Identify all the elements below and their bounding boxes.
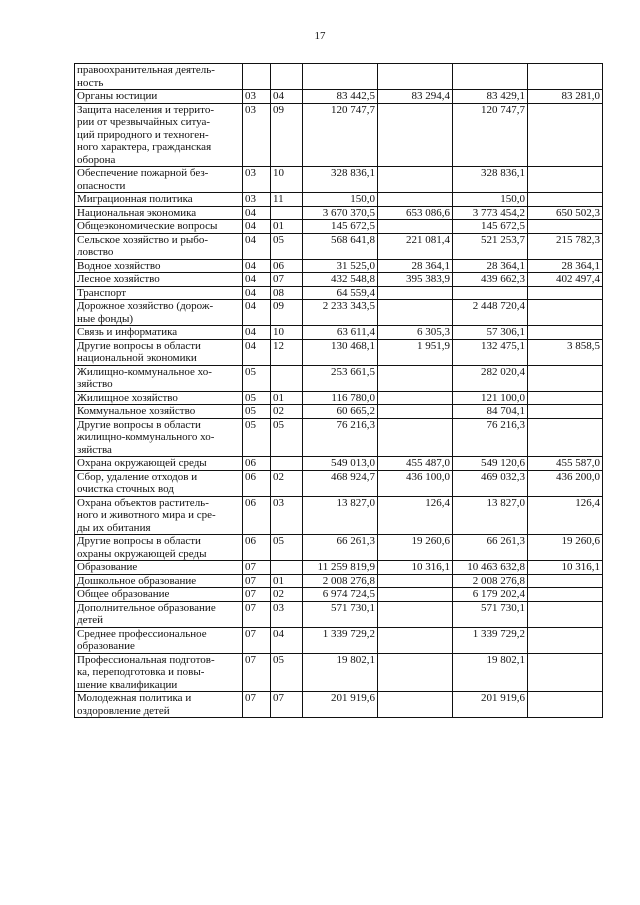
amount-4-cell — [528, 627, 603, 653]
amount-2-cell — [378, 574, 453, 588]
amount-3-cell: 132 475,1 — [453, 339, 528, 365]
amount-4-cell — [528, 103, 603, 167]
section-code-cell: 06 — [243, 496, 271, 535]
section-code-cell: 05 — [243, 391, 271, 405]
table-row — [75, 653, 603, 692]
amount-4-cell — [528, 220, 603, 234]
subsection-code-cell: 09 — [271, 300, 303, 326]
amount-3-cell: 282 020,4 — [453, 365, 528, 391]
amount-1-cell: 130 468,1 — [303, 339, 378, 365]
subsection-code-cell: 05 — [271, 233, 303, 259]
amount-3-cell: 6 179 202,4 — [453, 588, 528, 602]
table-row — [75, 233, 603, 259]
amount-3-cell: 328 836,1 — [453, 167, 528, 193]
item-name-cell: Обеспечение пожарной без- опасности — [75, 167, 243, 193]
amount-3-cell: 83 429,1 — [453, 90, 528, 104]
subsection-code-cell — [271, 206, 303, 220]
amount-4-cell — [528, 418, 603, 457]
amount-3-cell: 66 261,3 — [453, 535, 528, 561]
amount-2-cell — [378, 365, 453, 391]
page-number: 17 — [314, 30, 326, 42]
amount-1-cell — [303, 64, 378, 90]
item-name-cell: Образование — [75, 561, 243, 575]
section-code-cell: 07 — [243, 574, 271, 588]
amount-3-cell: 28 364,1 — [453, 259, 528, 273]
table-row — [75, 286, 603, 300]
amount-1-cell: 145 672,5 — [303, 220, 378, 234]
table-row — [75, 418, 603, 457]
section-code-cell: 03 — [243, 167, 271, 193]
item-name-cell: Коммунальное хозяйство — [75, 405, 243, 419]
amount-1-cell: 13 827,0 — [303, 496, 378, 535]
amount-3-cell: 2 448 720,4 — [453, 300, 528, 326]
amount-1-cell: 60 665,2 — [303, 405, 378, 419]
amount-2-cell: 28 364,1 — [378, 259, 453, 273]
amount-1-cell: 568 641,8 — [303, 233, 378, 259]
table-row — [75, 391, 603, 405]
table-row — [75, 365, 603, 391]
amount-3-cell: 2 008 276,8 — [453, 574, 528, 588]
item-name-cell: Общее образование — [75, 588, 243, 602]
amount-4-cell: 650 502,3 — [528, 206, 603, 220]
amount-3-cell: 3 773 454,2 — [453, 206, 528, 220]
table-row — [75, 220, 603, 234]
amount-1-cell: 2 008 276,8 — [303, 574, 378, 588]
amount-1-cell: 11 259 819,9 — [303, 561, 378, 575]
amount-2-cell: 19 260,6 — [378, 535, 453, 561]
amount-4-cell — [528, 692, 603, 718]
section-code-cell: 07 — [243, 561, 271, 575]
subsection-code-cell: 05 — [271, 653, 303, 692]
item-name-cell: Водное хозяйство — [75, 259, 243, 273]
amount-4-cell — [528, 193, 603, 207]
subsection-code-cell: 10 — [271, 167, 303, 193]
amount-2-cell: 126,4 — [378, 496, 453, 535]
item-name-cell: Связь и информатика — [75, 326, 243, 340]
amount-2-cell — [378, 405, 453, 419]
item-name-cell: Дорожное хозяйство (дорож- ные фонды) — [75, 300, 243, 326]
amount-3-cell: 439 662,3 — [453, 273, 528, 287]
subsection-code-cell: 01 — [271, 220, 303, 234]
subsection-code-cell — [271, 561, 303, 575]
amount-4-cell: 3 858,5 — [528, 339, 603, 365]
amount-3-cell: 13 827,0 — [453, 496, 528, 535]
amount-4-cell: 126,4 — [528, 496, 603, 535]
item-name-cell: Среднее профессиональное образование — [75, 627, 243, 653]
amount-1-cell: 31 525,0 — [303, 259, 378, 273]
amount-3-cell: 76 216,3 — [453, 418, 528, 457]
section-code-cell: 04 — [243, 259, 271, 273]
amount-3-cell: 201 919,6 — [453, 692, 528, 718]
table-row — [75, 103, 603, 167]
amount-3-cell: 145 672,5 — [453, 220, 528, 234]
section-code-cell: 04 — [243, 326, 271, 340]
amount-4-cell: 436 200,0 — [528, 470, 603, 496]
item-name-cell: Сбор, удаление отходов и очистка сточных вод — [75, 470, 243, 496]
subsection-code-cell: 09 — [271, 103, 303, 167]
amount-2-cell — [378, 653, 453, 692]
amount-1-cell: 66 261,3 — [303, 535, 378, 561]
amount-1-cell: 19 802,1 — [303, 653, 378, 692]
section-code-cell: 07 — [243, 627, 271, 653]
subsection-code-cell — [271, 457, 303, 471]
table-row — [75, 90, 603, 104]
amount-2-cell: 1 951,9 — [378, 339, 453, 365]
table-row — [75, 601, 603, 627]
subsection-code-cell: 02 — [271, 588, 303, 602]
item-name-cell: Общеэкономические вопросы — [75, 220, 243, 234]
amount-1-cell: 3 670 370,5 — [303, 206, 378, 220]
amount-2-cell: 10 316,1 — [378, 561, 453, 575]
table-row — [75, 259, 603, 273]
amount-4-cell — [528, 300, 603, 326]
amount-2-cell — [378, 167, 453, 193]
subsection-code-cell: 10 — [271, 326, 303, 340]
amount-1-cell: 549 013,0 — [303, 457, 378, 471]
subsection-code-cell: 02 — [271, 405, 303, 419]
table-row — [75, 561, 603, 575]
subsection-code-cell: 03 — [271, 496, 303, 535]
section-code-cell: 06 — [243, 457, 271, 471]
table-row — [75, 535, 603, 561]
table-row — [75, 193, 603, 207]
subsection-code-cell: 08 — [271, 286, 303, 300]
section-code-cell: 03 — [243, 90, 271, 104]
section-code-cell: 07 — [243, 601, 271, 627]
item-name-cell: Лесное хозяйство — [75, 273, 243, 287]
table-row — [75, 496, 603, 535]
amount-2-cell — [378, 588, 453, 602]
subsection-code-cell: 03 — [271, 601, 303, 627]
table-row — [75, 339, 603, 365]
amount-3-cell: 150,0 — [453, 193, 528, 207]
amount-4-cell — [528, 574, 603, 588]
table-row — [75, 64, 603, 90]
subsection-code-cell: 07 — [271, 273, 303, 287]
subsection-code-cell: 01 — [271, 574, 303, 588]
section-code-cell: 07 — [243, 588, 271, 602]
amount-1-cell: 201 919,6 — [303, 692, 378, 718]
subsection-code-cell: 04 — [271, 90, 303, 104]
item-name-cell: Транспорт — [75, 286, 243, 300]
section-code-cell: 04 — [243, 220, 271, 234]
amount-2-cell: 6 305,3 — [378, 326, 453, 340]
table-row — [75, 470, 603, 496]
amount-3-cell: 549 120,6 — [453, 457, 528, 471]
amount-2-cell — [378, 418, 453, 457]
amount-2-cell: 653 086,6 — [378, 206, 453, 220]
table-row — [75, 457, 603, 471]
amount-4-cell: 402 497,4 — [528, 273, 603, 287]
amount-2-cell — [378, 391, 453, 405]
section-code-cell: 04 — [243, 233, 271, 259]
subsection-code-cell: 07 — [271, 692, 303, 718]
amount-1-cell: 150,0 — [303, 193, 378, 207]
item-name-cell: Другие вопросы в области жилищно-коммунального хо- зяйства — [75, 418, 243, 457]
section-code-cell: 04 — [243, 300, 271, 326]
table-row — [75, 206, 603, 220]
section-code-cell: 04 — [243, 339, 271, 365]
amount-1-cell: 571 730,1 — [303, 601, 378, 627]
subsection-code-cell: 02 — [271, 470, 303, 496]
table-row — [75, 273, 603, 287]
subsection-code-cell: 06 — [271, 259, 303, 273]
amount-3-cell — [453, 286, 528, 300]
section-code-cell: 05 — [243, 405, 271, 419]
amount-2-cell — [378, 300, 453, 326]
section-code-cell: 06 — [243, 470, 271, 496]
amount-2-cell — [378, 193, 453, 207]
item-name-cell: Защита населения и террито- рии от чрезвычайных ситуа- ций природного и техноген- ного характера, гражданская оборона — [75, 103, 243, 167]
item-name-cell: Жилищно-коммунальное хо- зяйство — [75, 365, 243, 391]
table-row — [75, 627, 603, 653]
amount-3-cell: 469 032,3 — [453, 470, 528, 496]
item-name-cell: Охрана окружающей среды — [75, 457, 243, 471]
section-code-cell: 05 — [243, 365, 271, 391]
item-name-cell: Другие вопросы в области охраны окружающей среды — [75, 535, 243, 561]
item-name-cell: Другие вопросы в области национальной экономики — [75, 339, 243, 365]
amount-3-cell: 571 730,1 — [453, 601, 528, 627]
subsection-code-cell — [271, 365, 303, 391]
amount-4-cell: 215 782,3 — [528, 233, 603, 259]
amount-4-cell — [528, 588, 603, 602]
amount-2-cell: 221 081,4 — [378, 233, 453, 259]
amount-4-cell — [528, 405, 603, 419]
table-row — [75, 692, 603, 718]
section-code-cell: 07 — [243, 692, 271, 718]
section-code-cell: 03 — [243, 193, 271, 207]
amount-3-cell: 57 306,1 — [453, 326, 528, 340]
amount-3-cell: 10 463 632,8 — [453, 561, 528, 575]
item-name-cell: Молодежная политика и оздоровление детей — [75, 692, 243, 718]
amount-4-cell — [528, 653, 603, 692]
amount-4-cell: 10 316,1 — [528, 561, 603, 575]
subsection-code-cell — [271, 64, 303, 90]
item-name-cell: Дошкольное образование — [75, 574, 243, 588]
section-code-cell: 04 — [243, 273, 271, 287]
subsection-code-cell: 01 — [271, 391, 303, 405]
amount-2-cell — [378, 286, 453, 300]
amount-2-cell: 436 100,0 — [378, 470, 453, 496]
amount-4-cell: 83 281,0 — [528, 90, 603, 104]
subsection-code-cell: 12 — [271, 339, 303, 365]
amount-1-cell: 116 780,0 — [303, 391, 378, 405]
amount-4-cell — [528, 167, 603, 193]
subsection-code-cell: 05 — [271, 418, 303, 457]
section-code-cell: 06 — [243, 535, 271, 561]
item-name-cell: Профессиональная подготов- ка, переподготовка и повы- шение квалификации — [75, 653, 243, 692]
amount-3-cell: 1 339 729,2 — [453, 627, 528, 653]
amount-3-cell: 84 704,1 — [453, 405, 528, 419]
table-row — [75, 588, 603, 602]
amount-1-cell: 63 611,4 — [303, 326, 378, 340]
amount-1-cell: 253 661,5 — [303, 365, 378, 391]
amount-1-cell: 1 339 729,2 — [303, 627, 378, 653]
subsection-code-cell: 05 — [271, 535, 303, 561]
amount-3-cell: 521 253,7 — [453, 233, 528, 259]
item-name-cell: Сельское хозяйство и рыбо- ловство — [75, 233, 243, 259]
table-row — [75, 574, 603, 588]
amount-1-cell: 468 924,7 — [303, 470, 378, 496]
table-row — [75, 405, 603, 419]
section-code-cell — [243, 64, 271, 90]
item-name-cell: Национальная экономика — [75, 206, 243, 220]
item-name-cell: Охрана объектов раститель- ного и животного мира и сре- ды их обитания — [75, 496, 243, 535]
amount-3-cell: 19 802,1 — [453, 653, 528, 692]
amount-4-cell — [528, 601, 603, 627]
section-code-cell: 07 — [243, 653, 271, 692]
amount-2-cell — [378, 103, 453, 167]
amount-4-cell: 28 364,1 — [528, 259, 603, 273]
amount-1-cell: 328 836,1 — [303, 167, 378, 193]
amount-3-cell: 121 100,0 — [453, 391, 528, 405]
amount-4-cell — [528, 391, 603, 405]
table-row — [75, 167, 603, 193]
amount-2-cell — [378, 220, 453, 234]
item-name-cell: Миграционная политика — [75, 193, 243, 207]
amount-4-cell — [528, 326, 603, 340]
amount-1-cell: 432 548,8 — [303, 273, 378, 287]
amount-2-cell — [378, 692, 453, 718]
amount-4-cell — [528, 64, 603, 90]
amount-3-cell — [453, 64, 528, 90]
amount-2-cell: 455 487,0 — [378, 457, 453, 471]
amount-2-cell: 83 294,4 — [378, 90, 453, 104]
amount-2-cell — [378, 64, 453, 90]
subsection-code-cell: 04 — [271, 627, 303, 653]
amount-4-cell: 19 260,6 — [528, 535, 603, 561]
amount-1-cell: 2 233 343,5 — [303, 300, 378, 326]
amount-2-cell — [378, 627, 453, 653]
budget-table — [74, 63, 603, 718]
amount-1-cell: 6 974 724,5 — [303, 588, 378, 602]
amount-2-cell — [378, 601, 453, 627]
amount-2-cell: 395 383,9 — [378, 273, 453, 287]
amount-4-cell — [528, 286, 603, 300]
table-row — [75, 326, 603, 340]
item-name-cell: Дополнительное образование детей — [75, 601, 243, 627]
table-body — [75, 64, 603, 718]
amount-4-cell — [528, 365, 603, 391]
section-code-cell: 04 — [243, 286, 271, 300]
amount-1-cell: 83 442,5 — [303, 90, 378, 104]
subsection-code-cell: 11 — [271, 193, 303, 207]
section-code-cell: 03 — [243, 103, 271, 167]
section-code-cell: 04 — [243, 206, 271, 220]
item-name-cell: Органы юстиции — [75, 90, 243, 104]
amount-3-cell: 120 747,7 — [453, 103, 528, 167]
amount-1-cell: 120 747,7 — [303, 103, 378, 167]
item-name-cell: Жилищное хозяйство — [75, 391, 243, 405]
amount-1-cell: 76 216,3 — [303, 418, 378, 457]
table-row — [75, 300, 603, 326]
item-name-cell: правоохранительная деятель- ность — [75, 64, 243, 90]
amount-1-cell: 64 559,4 — [303, 286, 378, 300]
amount-4-cell: 455 587,0 — [528, 457, 603, 471]
section-code-cell: 05 — [243, 418, 271, 457]
